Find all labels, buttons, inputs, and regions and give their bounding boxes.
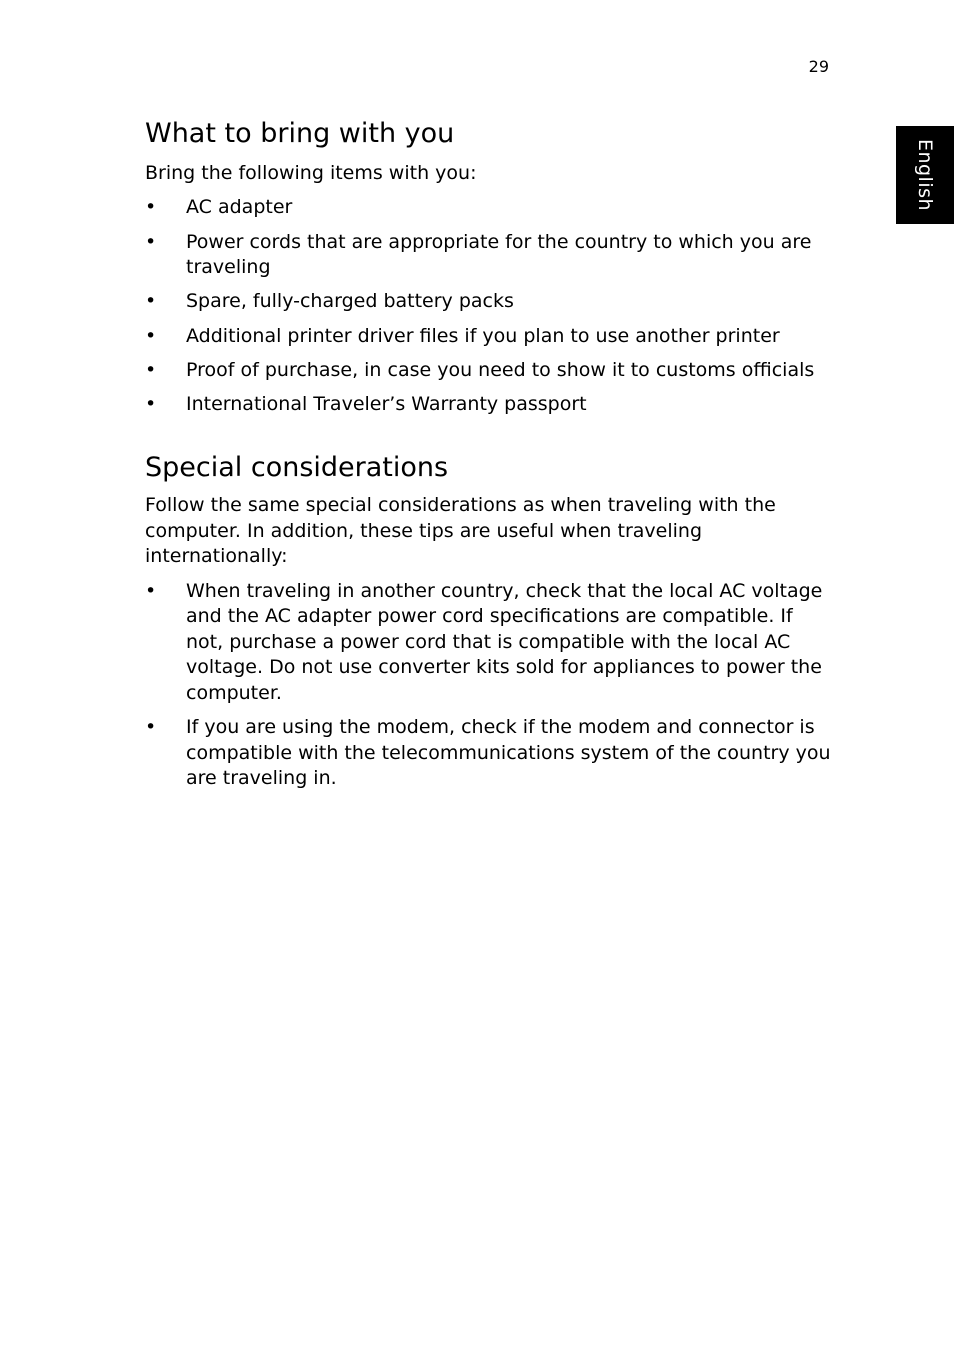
language-tab-label: English [914,138,936,212]
section-special-considerations [145,448,835,792]
list-item-text: International Traveler’s Warranty passport [186,393,587,416]
list-item [145,195,835,221]
bullet-icon: • [145,393,157,416]
list-item [145,358,835,384]
list-item-text: Additional printer driver files if you plan to use another printer [186,324,780,347]
section-intro: Follow the same special considerations as when traveling with the computer. In addition, these tips are useful when traveling internationally: [145,494,776,567]
list-item [145,579,835,707]
list-item-text: AC adapter [186,196,293,219]
bullet-icon: • [145,579,157,602]
bullet-icon: • [145,290,157,313]
bullet-list [145,579,835,792]
bullet-icon: • [145,716,157,738]
list-item [145,392,835,418]
section-what-to-bring [145,114,835,418]
bullet-icon: • [145,230,157,253]
list-item-text: Spare, fully-charged battery packs [186,290,514,313]
section-intro: Bring the following items with you: [145,162,477,184]
bullet-icon: • [145,324,157,347]
bullet-list [145,195,835,417]
bullet-icon: • [145,196,157,219]
section-heading: What to bring with you [145,118,455,149]
list-item-text: Power cords that are appropriate for the country to which you are traveling [186,230,812,279]
page-number: 29 [808,57,829,76]
list-item [145,230,835,281]
list-item-text: Proof of purchase, in case you need to show it to customs officials [186,358,815,381]
list-item-text: When traveling in another country, check that the local AC voltage and the AC adapter power cord specifications are compatible. If not, purchase a power cord that is compatible with the local AC voltage. Do not use converter kits sold for appliances to power the computer. [186,579,823,704]
language-tab [896,126,954,224]
bullet-icon: • [145,358,157,381]
section-heading: Special considerations [145,452,449,483]
list-item-text: If you are using the modem, check if the modem and connector is compatible with the telecommunications system of the country you are traveling in. [186,716,831,789]
list-item [145,324,835,350]
list-item [145,715,835,792]
list-item [145,289,835,315]
